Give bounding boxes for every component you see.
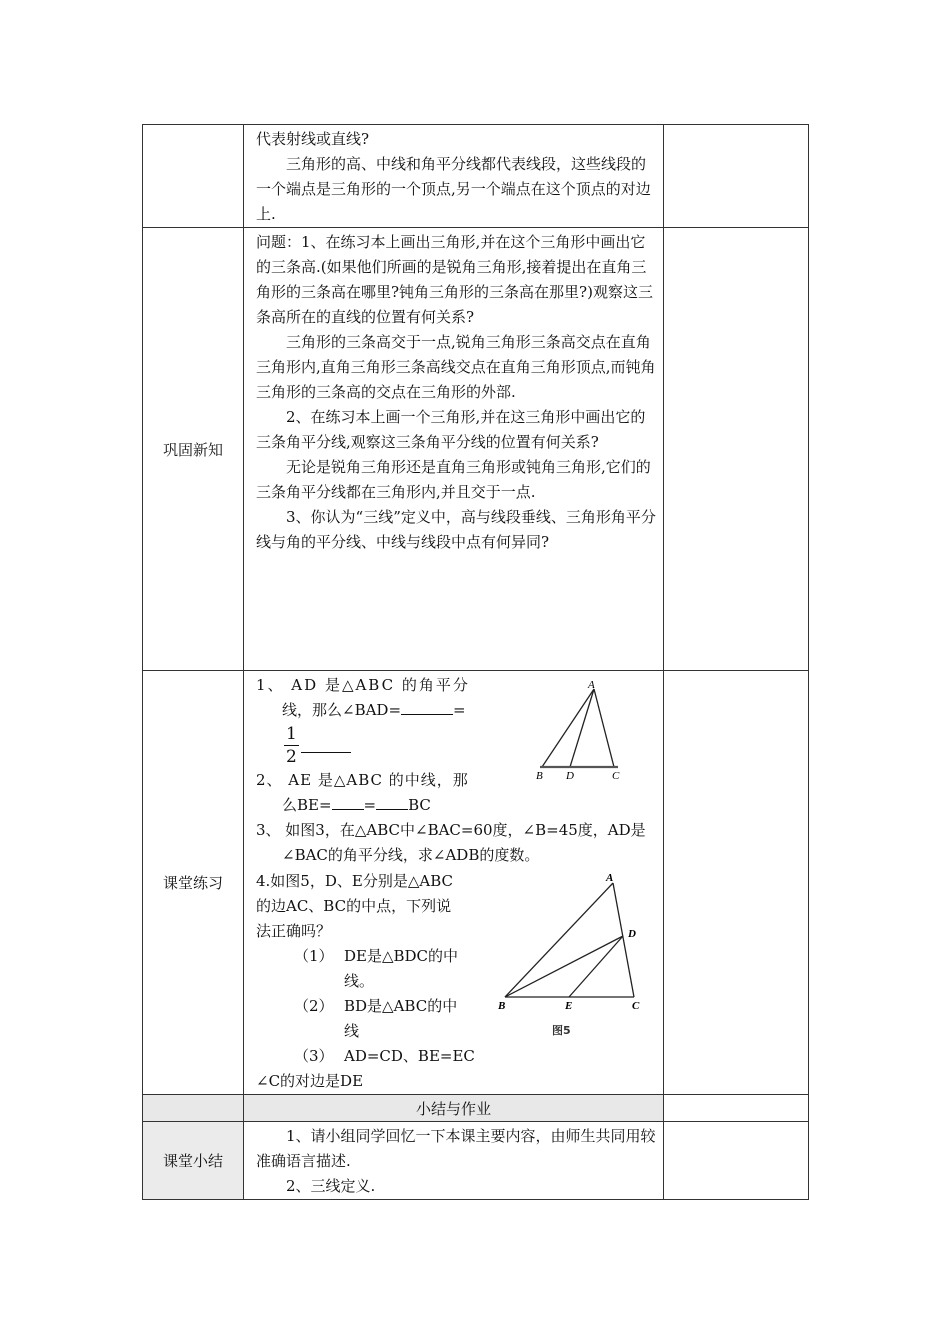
question-2-text: 么BE= [282, 796, 332, 814]
notes-cell [664, 671, 809, 1095]
text-paragraph: 2、三线定义. [286, 1177, 376, 1195]
row-label-practice: 课堂练习 [143, 671, 244, 1095]
row-content [244, 125, 664, 228]
notes-cell [664, 1122, 809, 1200]
question-4-line-a: 4.如图5，D、E分别是△ABC [256, 872, 453, 890]
equals-sign: = [453, 701, 466, 719]
bc-label: BC [408, 796, 431, 814]
option-2-cont: 线 [344, 1022, 360, 1040]
row-label-empty [143, 125, 244, 228]
figure-triangle-midpoints [482, 869, 657, 1044]
text-paragraph: 无论是锐角三角形还是直角三角形或钝角三角形,它们的三条角平分线都在三角形内,并且交于一点. [256, 458, 651, 501]
option-text: DE是△BDC的中 [344, 947, 459, 965]
option-number: （3） [294, 1047, 334, 1065]
table-row [143, 125, 809, 228]
option-number: （2） [294, 997, 334, 1015]
vertex-label-b: B [498, 1000, 506, 1012]
option-number: （1） [294, 947, 334, 965]
option-4: ∠C的对边是DE [256, 1072, 364, 1090]
fraction-numerator: 1 [286, 724, 297, 744]
lesson-table [142, 124, 809, 1200]
row-label-consolidate: 巩固新知 [143, 228, 244, 671]
text-paragraph: 3、你认为“三线”定义中，高与线段垂线、三角形角平分线与角的平分线、中线与线段中点有何异同? [256, 508, 656, 551]
table-row [143, 228, 809, 671]
exercise-block-1 [256, 673, 656, 869]
option-text: AD=CD、BE=EC [344, 1047, 475, 1065]
section-right [664, 1095, 809, 1122]
equals-sign: = [363, 796, 377, 814]
option-text: BD是△ABC的中 [344, 997, 458, 1015]
fraction-denominator: 2 [286, 747, 297, 767]
vertex-label-b: B [536, 770, 543, 782]
text-paragraph: 三角形的高、中线和角平分线都代表线段，这些线段的一个端点是三角形的一个顶点,另一个端点在这个顶点的对边上. [256, 155, 651, 223]
option-1-cont: 线。 [344, 972, 375, 990]
figure-caption: 图5 [552, 1024, 571, 1037]
vertex-label-d: D [628, 928, 636, 940]
section-header: 小结与作业 [244, 1095, 664, 1122]
answer-blank [376, 795, 408, 810]
text-paragraph: 问题：1、在练习本上画出三角形,并在这个三角形中画出它的三条高.(如果他们所画的是锐角三角形,接着提出在直角三角形的三条高在哪里?钝角三角形的三条高在那里?)观察这三条高所在的直线的位置有何关系? [256, 233, 653, 326]
answer-blank [401, 700, 453, 715]
text-paragraph: 1、请小组同学回忆一下本课主要内容，由师生共同用较准确语言描述. [256, 1127, 656, 1170]
question-1-line-a: 1、 AD 是△ABC 的角平分 [256, 676, 470, 694]
figure-triangle-angle-bisector [532, 679, 628, 791]
text-paragraph: 三角形的三条高交于一点,锐角三角形三条高交点在直角三角形内,直角三角形三条高线交点在直角三角形顶点,而钝角三角形的三条高的交点在三角形的外部. [256, 333, 656, 401]
table-row [143, 1122, 809, 1200]
row-content [244, 228, 664, 671]
answer-blank [301, 738, 351, 753]
question-2-line-a: 2、 AE 是△ABC 的中线，那 [256, 771, 469, 789]
answer-blank [332, 795, 364, 810]
question-1-text: 线，那么∠BAD= [282, 701, 402, 719]
row-content [244, 1122, 664, 1200]
vertex-label-d: D [566, 770, 574, 782]
question-3: 3、 如图3，在△ABC中∠BAC=60度，∠B=45度，AD是∠BAC的角平分线，求∠ADB的度数。 [256, 821, 646, 864]
notes-cell [664, 228, 809, 671]
question-4-line-b: 的边AC、BC的中点，下列说 [256, 897, 452, 915]
text-paragraph: 2、在练习本上画一个三角形,并在这三角形中画出它的三条角平分线,观察这三条角平分线的位置有何关系? [256, 408, 646, 451]
option-3 [256, 1044, 656, 1069]
vertex-label-c: C [612, 770, 620, 782]
fraction-one-half [284, 723, 299, 768]
text-line: 代表射线或直线? [256, 130, 370, 148]
vertex-label-e: E [565, 1000, 573, 1012]
table-row [143, 1095, 809, 1122]
question-4-line-c: 法正确吗？ [256, 922, 332, 940]
row-content [244, 671, 664, 1095]
question-2-line-b [256, 793, 656, 818]
exercise-block-4 [256, 869, 656, 1090]
row-label-summary: 课堂小结 [143, 1122, 244, 1200]
vertex-label-a: A [606, 872, 614, 884]
vertex-label-a: A [588, 679, 595, 691]
notes-cell [664, 125, 809, 228]
section-left [143, 1095, 244, 1122]
table-row [143, 671, 809, 1095]
vertex-label-c: C [632, 1000, 640, 1012]
